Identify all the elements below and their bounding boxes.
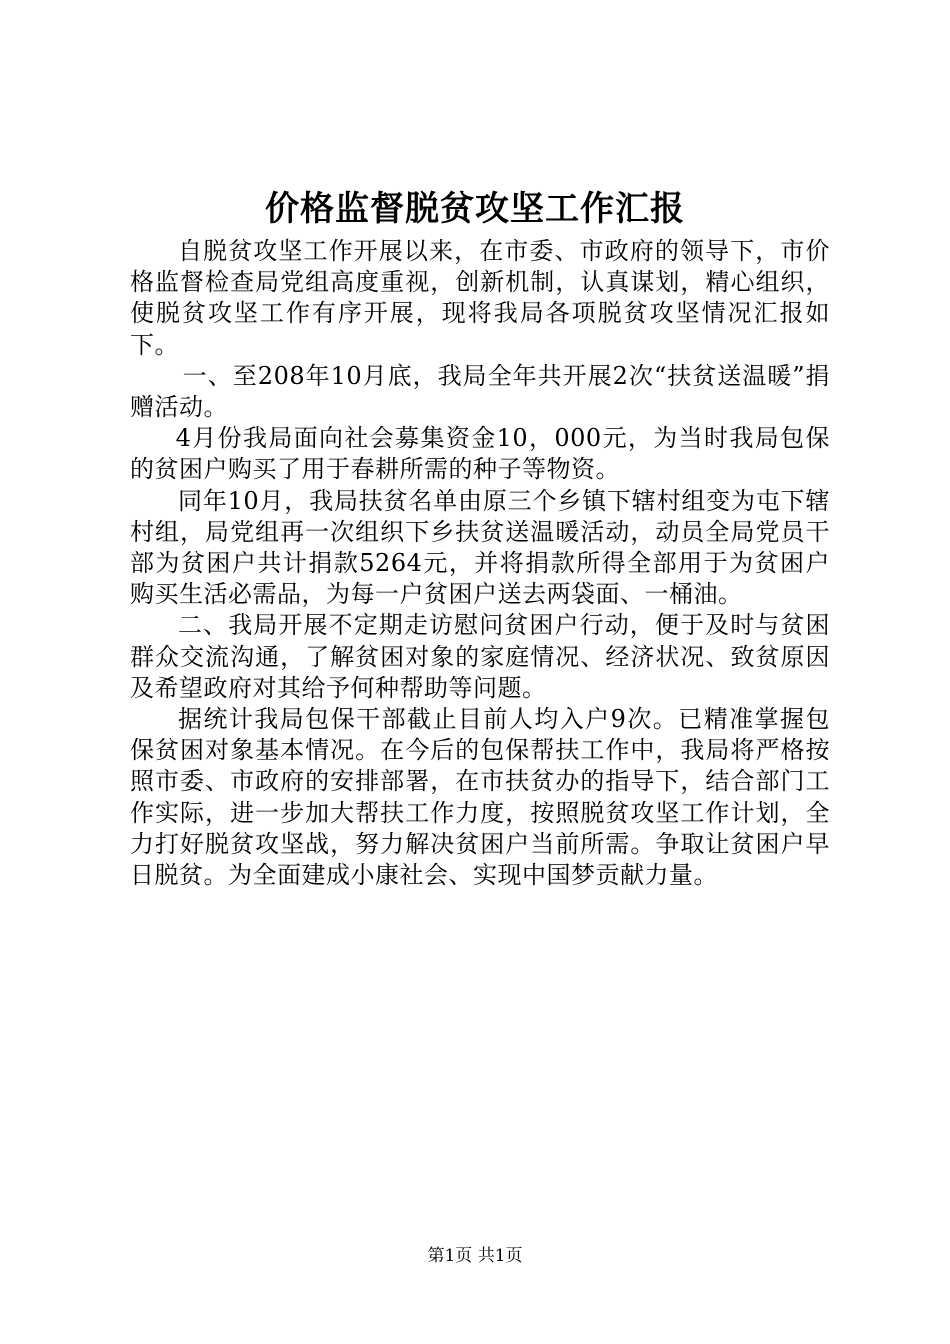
paragraph-intro: 自脱贫攻坚工作开展以来，在市委、市政府的领导下，市价格监督检查局党组高度重视，创新机制，认真谋划，精心组织，使脱贫攻坚工作有序开展，现将我局各项脱贫攻坚情况汇报如下。 (130, 237, 830, 359)
document-body (130, 236, 830, 891)
paragraph-section-two: 二、我局开展不定期走访慰问贫困户行动，便于及时与贫困群众交流沟通，了解贫困对象的家庭情况、经济状况、致贫原因及希望政府对其给予何种帮助等问题。 (130, 611, 830, 702)
page-footer: 第1页 共1页 (427, 1246, 523, 1266)
paragraph-april-donation: 4月份我局面向社会募集资金10，000元，为当时我局包保的贫困户购买了用于春耕所需的种子等物资。 (130, 424, 830, 484)
paragraph-section-one: 一、至208年10月底，我局全年共开展2次“扶贫送温暖”捐赠活动。 (130, 361, 830, 422)
document-title: 价格监督脱贫攻坚工作汇报 (265, 189, 685, 229)
paragraph-october-activity: 同年10月，我局扶贫名单由原三个乡镇下辖村组变为屯下辖村组，局党组再一次组织下乡扶贫送温暖活动，动员全局党员干部为贫困户共计捐款5264元，并将捐款所得全部用于为贫困户购买生活必需品，为每一户贫困户送去两袋面、一桶油。 (130, 486, 830, 609)
paragraph-statistics: 据统计我局包保干部截止目前人均入户9次。已精准掌握包保贫困对象基本情况。在今后的包保帮扶工作中，我局将严格按照市委、市政府的安排部署，在市扶贫办的指导下，结合部门工作实际，进一步加大帮扶工作力度，按照脱贫攻坚工作计划，全力打好脱贫攻坚战，努力解决贫困户当前所需。争取让贫困户早日脱贫。为全面建成小康社会、实现中国梦贡献力量。 (130, 705, 830, 890)
